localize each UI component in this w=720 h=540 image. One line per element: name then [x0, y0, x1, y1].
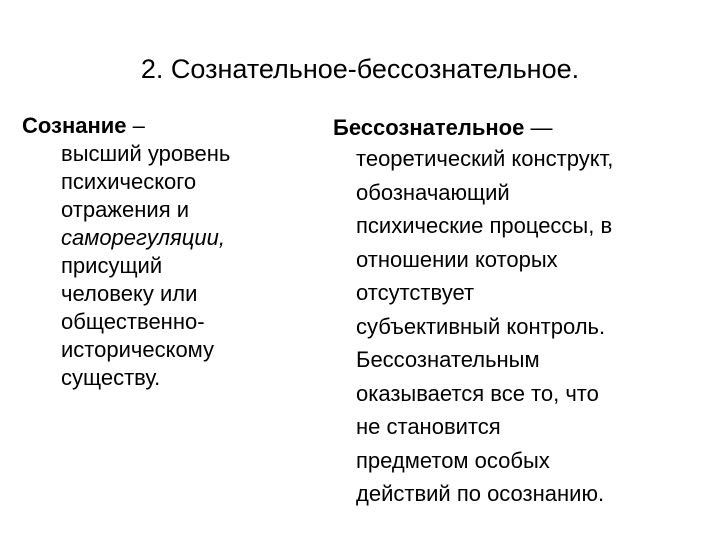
definition-line: общественно-: [61, 309, 205, 334]
definition-line: психические процессы, в: [356, 213, 613, 238]
definition-line: обозначающий: [356, 179, 510, 205]
definition-line: предметом особых: [356, 447, 550, 473]
definition-line: действий по осознанию.: [356, 481, 605, 506]
definition-consciousness: [22, 112, 312, 392]
definition-line: отсутствует: [356, 280, 475, 305]
definition-term-line: [22, 112, 312, 140]
definition-unconscious: [333, 114, 713, 511]
definition-line: теоретический конструкт,: [356, 146, 614, 171]
slide-title: 2. Сознательное-бессознательное.: [140, 54, 580, 84]
definition-line: человеку или: [61, 281, 198, 306]
definition-term-line: [333, 114, 713, 142]
term-dash: –: [132, 113, 145, 138]
term-consciousness: Сознание: [22, 113, 127, 138]
term-unconscious: Бессознательное: [333, 115, 525, 140]
definition-line: отношении которых: [356, 246, 558, 272]
definition-line: субъективный контроль.: [356, 313, 606, 339]
definition-line: Бессознательным: [356, 347, 540, 372]
definition-line: отражения и: [61, 197, 190, 222]
definition-line-italic: саморегуляции,: [61, 225, 225, 250]
definition-text: [22, 140, 312, 392]
definition-text: [333, 142, 713, 511]
term-dash: —: [530, 115, 553, 140]
definition-line: высший уровень: [61, 141, 231, 166]
definition-line: присущий: [61, 253, 163, 278]
definition-line: существу.: [61, 365, 161, 390]
definition-line: не становится: [356, 414, 501, 439]
definition-line: оказывается все то, что: [356, 380, 599, 406]
definition-line: историческому: [61, 337, 215, 362]
definition-line: психического: [61, 169, 197, 194]
